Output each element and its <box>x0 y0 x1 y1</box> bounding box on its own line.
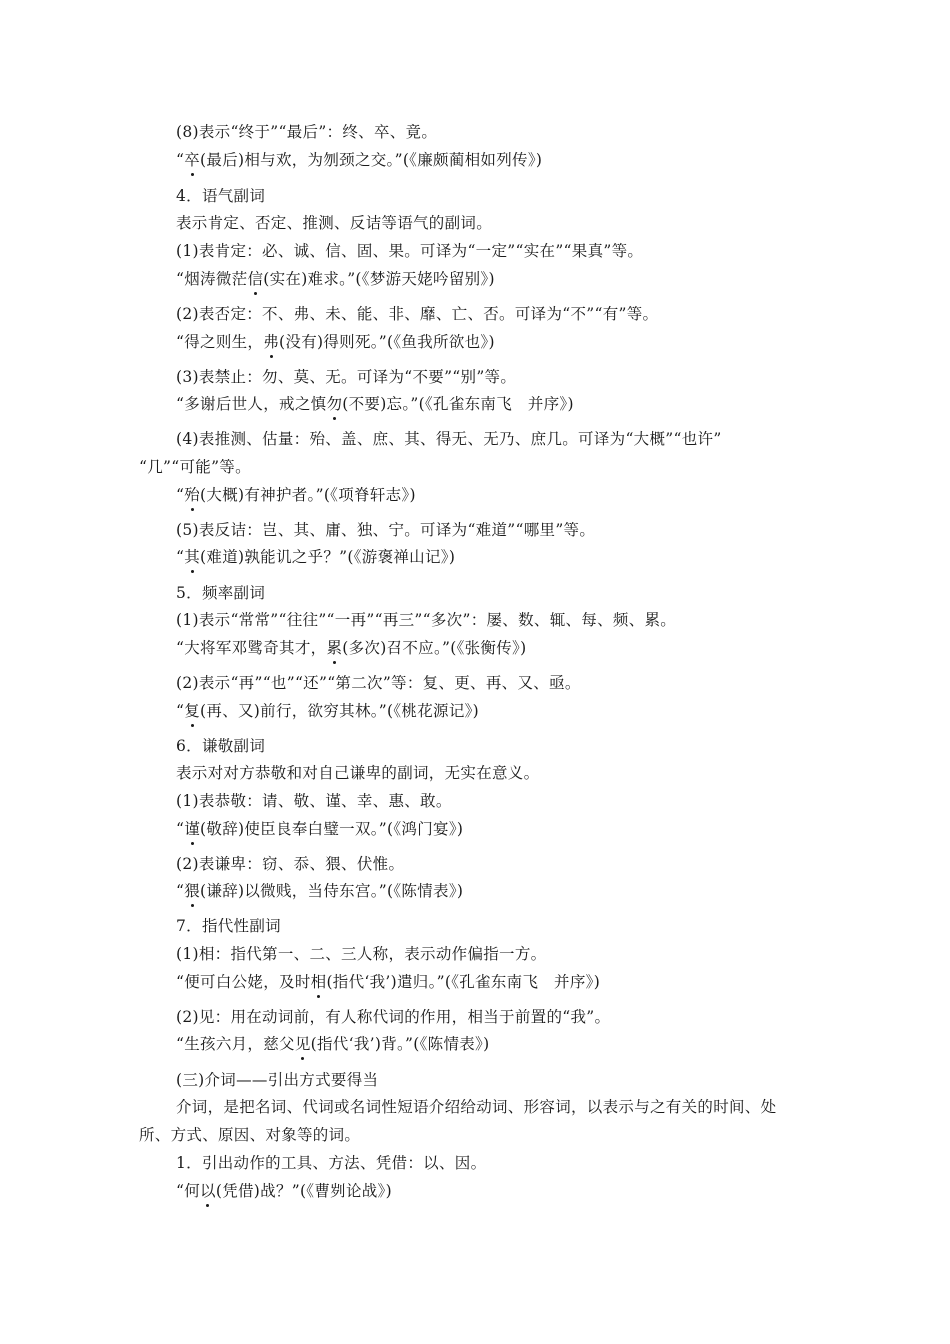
example-line: “复(再、又)前行，欲穷其林。”(《桃花源记》) <box>176 702 480 720</box>
emphasized-char: 弗 <box>263 333 280 351</box>
text-line: (3)表禁止：勿、莫、无。可译为“不要”“别”等。 <box>176 368 517 386</box>
text-line: (1)表示“常常”“往往”“一再”“再三”“多次”：屡、数、辄、每、频、累。 <box>176 611 677 629</box>
text-line: 介词，是把名词、代词或名词性短语介绍给动词、形容词，以表示与之有关的时间、处 <box>176 1098 777 1116</box>
emphasized-char: 猥 <box>184 882 201 900</box>
text-line: 表示肯定、否定、推测、反诘等语气的副词。 <box>176 214 493 232</box>
example-line: “其(难道)孰能讥之乎？”(《游褒禅山记》) <box>176 548 456 566</box>
text-line: (2)见：用在动词前，有人称代词的作用，相当于前置的“我”。 <box>176 1008 611 1026</box>
text-line: (2)表否定：不、弗、未、能、非、靡、亡、否。可译为“不”“有”等。 <box>176 305 659 323</box>
text-line: (1)相：指代第一、二、三人称，表示动作偏指一方。 <box>176 945 547 963</box>
emphasized-char: 其 <box>184 548 201 566</box>
example-line: “猥(谦辞)以微贱，当侍东宫。”(《陈情表》) <box>176 882 464 900</box>
example-line: “卒(最后)相与欢，为刎颈之交。”(《廉颇蔺相如列传》) <box>176 151 543 169</box>
example-line: “便可白公姥，及时相(指代‘我’)遣归。”(《孔雀东南飞 并序》) <box>176 973 601 991</box>
example-line: “生孩六月，慈父见(指代‘我’)背。”(《陈情表》) <box>176 1035 490 1053</box>
section-heading: 5．频率副词 <box>176 584 266 602</box>
example-line: “大将军邓骘奇其才，累(多次)召不应。”(《张衡传》) <box>176 639 527 657</box>
section-heading: 4．语气副词 <box>176 187 266 205</box>
emphasized-char: 复 <box>184 702 201 720</box>
text-line: 1．引出动作的工具、方法、凭借：以、因。 <box>176 1154 487 1172</box>
emphasized-char: 相 <box>310 973 327 991</box>
text-line: “几”“可能”等。 <box>139 458 251 476</box>
section-heading: (三)介词——引出方式要得当 <box>176 1071 379 1089</box>
emphasized-char: 谨 <box>184 820 201 838</box>
text-line: (2)表示“再”“也”“还”“第二次”等：复、更、再、又、亟。 <box>176 674 581 692</box>
text-line: 所、方式、原因、对象等的词。 <box>139 1126 361 1144</box>
emphasized-char: 以 <box>200 1182 216 1200</box>
emphasized-char: 累 <box>326 639 343 657</box>
example-line: “烟涛微茫信(实在)难求。”(《梦游天姥吟留别》) <box>176 270 495 288</box>
text-line: (1)表恭敬：请、敬、谨、幸、惠、敢。 <box>176 792 452 810</box>
section-heading: 7．指代性副词 <box>176 917 281 935</box>
text-line: (8)表示“终于”“最后”：终、卒、竟。 <box>176 123 438 141</box>
text-line: (5)表反诘：岂、其、庸、独、宁。可译为“难道”“哪里”等。 <box>176 521 596 539</box>
emphasized-char: 信 <box>247 270 264 288</box>
emphasized-char: 卒 <box>184 151 201 169</box>
section-heading: 6．谦敬副词 <box>176 737 266 755</box>
example-line: “得之则生，弗(没有)得则死。”(《鱼我所欲也》) <box>176 333 495 351</box>
text-line: (1)表肯定：必、诚、信、固、果。可译为“一定”“实在”“果真”等。 <box>176 242 644 260</box>
example-line: “殆(大概)有神护者。”(《项脊轩志》) <box>176 486 416 504</box>
text-line: (2)表谦卑：窃、忝、猥、伏惟。 <box>176 855 405 873</box>
text-line: (4)表推测、估量：殆、盖、庶、其、得无、无乃、庶几。可译为“大概”“也许” <box>176 430 722 448</box>
text-line: 表示对对方恭敬和对自己谦卑的副词，无实在意义。 <box>176 764 540 782</box>
emphasized-char: 殆 <box>184 486 201 504</box>
example-line: “谨(敬辞)使臣良奉白璧一双。”(《鸿门宴》) <box>176 820 464 838</box>
example-line: “何以(凭借)战？”(《曹刿论战》) <box>176 1182 392 1200</box>
emphasized-char: 见 <box>294 1035 311 1053</box>
example-line: “多谢后世人，戒之慎勿(不要)忘。”(《孔雀东南飞 并序》) <box>176 395 574 413</box>
emphasized-char: 勿 <box>326 395 343 413</box>
